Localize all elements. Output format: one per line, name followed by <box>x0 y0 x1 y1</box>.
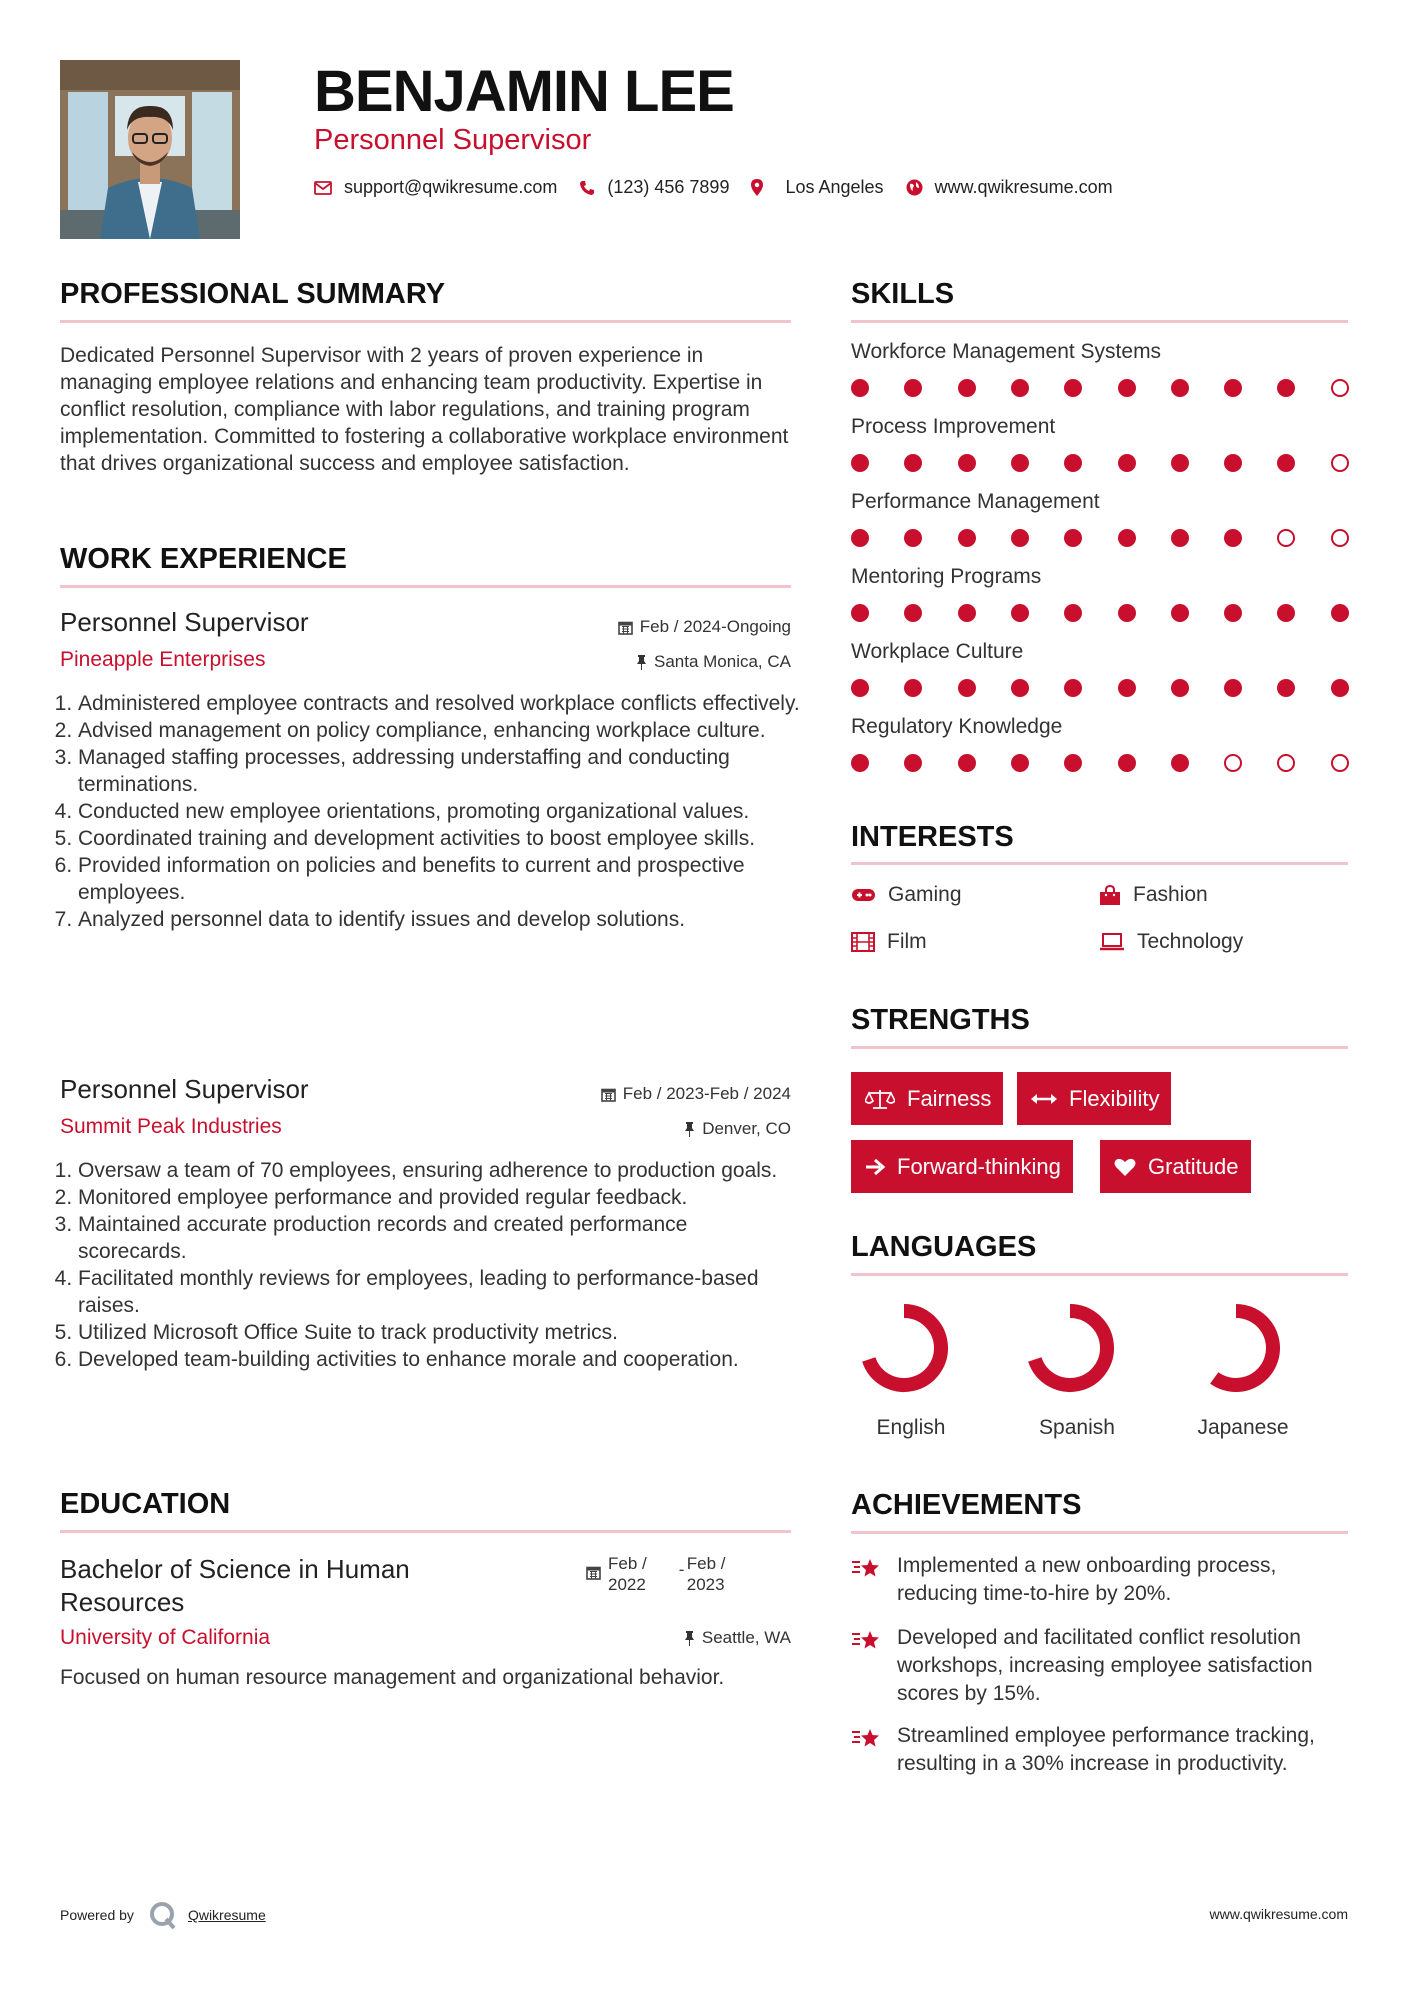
language-label-japanese: Japanese <box>1197 1416 1289 1439</box>
job-location <box>684 1119 791 1139</box>
skill-name: Mentoring Programs <box>851 565 1042 588</box>
job-title: Personnel Supervisor <box>60 1074 309 1104</box>
pin-icon <box>636 655 647 670</box>
skills-divider <box>851 320 1348 323</box>
degree-line-2: Resources <box>60 1587 185 1617</box>
education-divider <box>60 1530 791 1533</box>
skill-rating <box>851 604 1348 624</box>
qwikresume-logo-icon <box>148 1900 178 1930</box>
contact-website[interactable] <box>906 177 1113 198</box>
rating-dot-filled <box>904 754 922 772</box>
shopping-bag-icon <box>1099 885 1121 906</box>
rating-dot-filled <box>851 754 869 772</box>
rating-dot-filled <box>1011 529 1029 547</box>
education-end <box>678 1553 726 1595</box>
rating-dot-filled <box>1224 454 1242 472</box>
envelope-icon <box>314 181 332 195</box>
strength-forward-thinking <box>851 1140 1073 1193</box>
rating-dot-empty <box>1331 529 1349 547</box>
list-item: 3. Maintained accurate production records and created performance scorecards. <box>78 1211 800 1265</box>
end-month: Feb / <box>686 1554 726 1573</box>
rating-dot-filled <box>1224 679 1242 697</box>
rating-dot-filled <box>1118 454 1136 472</box>
skills-heading: SKILLS <box>851 278 955 310</box>
calendar-icon <box>618 620 633 635</box>
job-bullets <box>60 1157 800 1373</box>
job-location-text: Denver, CO <box>702 1119 791 1138</box>
start-year: 2022 <box>608 1575 646 1594</box>
gamepad-icon <box>851 887 876 903</box>
school-name: University of California <box>60 1626 271 1649</box>
rating-dot-empty <box>1331 754 1349 772</box>
experience-divider <box>60 585 791 588</box>
rating-dot-empty <box>1331 379 1349 397</box>
interest-gaming <box>851 883 962 907</box>
interests-heading: INTERESTS <box>851 821 1014 853</box>
list-item: 6. Provided information on policies and benefits to current and prospective employees. <box>78 852 800 906</box>
interest-label: Film <box>887 930 927 953</box>
pin-icon <box>684 1122 695 1137</box>
strength-fairness <box>851 1072 1003 1125</box>
rating-dot-filled <box>1171 604 1189 622</box>
skill-name: Regulatory Knowledge <box>851 715 1063 738</box>
rating-dot-filled <box>1171 454 1189 472</box>
rating-dot-filled <box>1277 379 1295 397</box>
strength-label: Gratitude <box>1148 1153 1239 1179</box>
rating-dot-filled <box>851 379 869 397</box>
phone-icon <box>579 180 595 196</box>
rating-dot-filled <box>958 604 976 622</box>
rating-dot-empty <box>1331 454 1349 472</box>
rating-dot-filled <box>904 604 922 622</box>
achievement-text: Developed and facilitated conflict resolution workshops, increasing employee satisfaction scores by 15%. <box>897 1626 1313 1705</box>
rating-dot-filled <box>1011 679 1029 697</box>
rating-dot-filled <box>904 529 922 547</box>
language-ring-english <box>869 1311 941 1385</box>
rating-dot-filled <box>958 679 976 697</box>
location-text: Los Angeles <box>785 177 884 197</box>
list-item: 2. Monitored employee performance and provided regular feedback. <box>78 1184 800 1211</box>
strengths-divider <box>851 1046 1348 1049</box>
degree-title <box>60 1553 410 1619</box>
heart-icon <box>1114 1157 1136 1177</box>
education-dates <box>586 1553 726 1595</box>
rating-dot-filled <box>1171 529 1189 547</box>
job-location-text: Santa Monica, CA <box>653 652 791 671</box>
rating-dot-empty <box>1224 754 1242 772</box>
end-dash: - <box>678 1560 685 1579</box>
list-item: 5. Coordinated training and development activities to boost employee skills. <box>78 825 800 852</box>
powered-by-text: Powered by <box>60 1907 134 1923</box>
rating-dot-filled <box>904 679 922 697</box>
skill-name: Workplace Culture <box>851 640 1024 663</box>
languages-divider <box>851 1273 1348 1276</box>
achievements-heading: ACHIEVEMENTS <box>851 1489 1082 1521</box>
shooting-star-icon <box>851 1726 883 1752</box>
rating-dot-filled <box>1224 604 1242 622</box>
rating-dot-filled <box>1277 454 1295 472</box>
list-item: 1. Administered employee contracts and resolved workplace conflicts effectively. <box>78 690 800 717</box>
rating-dot-filled <box>851 679 869 697</box>
map-pin-icon <box>751 179 763 196</box>
interests-divider <box>851 862 1348 865</box>
rating-dot-filled <box>958 379 976 397</box>
calendar-icon <box>586 1565 601 1580</box>
rating-dot-filled <box>1011 454 1029 472</box>
skill-name: Process Improvement <box>851 415 1056 438</box>
rating-dot-filled <box>1064 604 1082 622</box>
skill-name: Performance Management <box>851 490 1100 513</box>
job-title: Personnel Supervisor <box>60 607 309 637</box>
job-company: Pineapple Enterprises <box>60 648 266 671</box>
calendar-icon <box>601 1087 616 1102</box>
interest-label: Technology <box>1137 930 1244 953</box>
rating-dot-filled <box>1064 679 1082 697</box>
language-ring-japanese <box>1214 1311 1273 1385</box>
strength-gratitude <box>1100 1140 1251 1193</box>
rating-dot-filled <box>1171 754 1189 772</box>
rating-dot-filled <box>1064 754 1082 772</box>
job-bullets <box>60 690 800 933</box>
language-label-english: English <box>876 1416 946 1439</box>
summary-text: Dedicated Personnel Supervisor with 2 years of proven experience in managing employee relations and enhancing team productivity. Expertise in conflict resolution, compliance with labor regulations, and training program implementation. Committed to fostering a collaborative workplace environment that drives organizational success and employee satisfaction. <box>60 344 789 475</box>
list-item: 2. Advised management on policy compliance, enhancing workplace culture. <box>78 717 800 744</box>
achievement-item <box>851 1722 1361 1778</box>
job-location <box>636 652 791 672</box>
skill-rating <box>851 454 1348 474</box>
pin-icon <box>684 1631 695 1646</box>
rating-dot-filled <box>1171 379 1189 397</box>
laptop-icon <box>1099 933 1125 951</box>
shooting-star-icon <box>851 1628 883 1654</box>
achievement-item <box>851 1624 1361 1708</box>
skill-rating <box>851 379 1348 399</box>
skill-rating <box>851 679 1348 699</box>
rating-dot-filled <box>958 529 976 547</box>
strength-label: Fairness <box>907 1085 992 1111</box>
language-ring-spanish <box>1035 1311 1107 1385</box>
rating-dot-filled <box>1331 604 1349 622</box>
strengths-heading: STRENGTHS <box>851 1004 1030 1036</box>
shooting-star-icon <box>851 1556 883 1582</box>
strength-label: Forward-thinking <box>897 1153 1061 1179</box>
interest-technology <box>1099 930 1243 954</box>
arrows-horizontal-icon <box>1031 1092 1057 1106</box>
website-text: www.qwikresume.com <box>934 177 1113 197</box>
list-item: 4. Conducted new employee orientations, promoting organizational values. <box>78 798 800 825</box>
start-month: Feb / <box>608 1554 647 1573</box>
rating-dot-filled <box>1118 529 1136 547</box>
end-year: 2023 <box>686 1575 725 1594</box>
rating-dot-filled <box>1064 529 1082 547</box>
contact-location <box>751 177 883 198</box>
email-text: support@qwikresume.com <box>344 177 558 197</box>
interest-film <box>851 930 927 954</box>
footer-website[interactable]: www.qwikresume.com <box>1209 1906 1348 1922</box>
rating-dot-filled <box>1011 379 1029 397</box>
summary-divider <box>60 320 791 323</box>
list-item: 1. Oversaw a team of 70 employees, ensuring adherence to production goals. <box>78 1157 800 1184</box>
skill-rating <box>851 529 1348 549</box>
degree-line-1: Bachelor of Science in Human <box>60 1554 410 1584</box>
rating-dot-filled <box>904 454 922 472</box>
rating-dot-filled <box>904 379 922 397</box>
candidate-role: Personnel Supervisor <box>314 124 592 156</box>
rating-dot-filled <box>1224 529 1242 547</box>
languages-heading: LANGUAGES <box>851 1231 1037 1263</box>
skill-name: Workforce Management Systems <box>851 340 1162 363</box>
list-item: 5. Utilized Microsoft Office Suite to track productivity metrics. <box>78 1319 800 1346</box>
rating-dot-filled <box>1011 604 1029 622</box>
education-location <box>684 1628 791 1648</box>
achievements-divider <box>851 1531 1348 1534</box>
interest-fashion <box>1099 883 1208 907</box>
strength-label: Flexibility <box>1069 1085 1160 1111</box>
rating-dot-filled <box>1331 679 1349 697</box>
rating-dot-filled <box>851 454 869 472</box>
rating-dot-filled <box>1118 379 1136 397</box>
globe-icon <box>906 179 923 196</box>
contact-bar <box>314 177 1135 198</box>
education-heading: EDUCATION <box>60 1488 231 1520</box>
achievement-text: Implemented a new onboarding process, reducing time-to-hire by 20%. <box>897 1554 1277 1605</box>
education-location-text: Seattle, WA <box>701 1628 791 1647</box>
contact-email[interactable] <box>314 177 557 198</box>
job-dates-text: Feb / 2023-Feb / 2024 <box>622 1084 791 1103</box>
interest-label: Gaming <box>888 883 962 906</box>
balance-scale-icon <box>865 1088 895 1110</box>
skill-rating <box>851 754 1348 774</box>
experience-heading: WORK EXPERIENCE <box>60 543 347 575</box>
rating-dot-filled <box>1118 604 1136 622</box>
profile-photo <box>60 60 240 239</box>
interest-label: Fashion <box>1133 883 1208 906</box>
achievement-text: Streamlined employee performance tracking, resulting in a 30% increase in productivity. <box>897 1724 1315 1775</box>
rating-dot-filled <box>1118 754 1136 772</box>
job-company: Summit Peak Industries <box>60 1115 282 1138</box>
rating-dot-filled <box>1064 454 1082 472</box>
rating-dot-filled <box>1224 379 1242 397</box>
rating-dot-filled <box>1277 679 1295 697</box>
job-dates-text: Feb / 2024-Ongoing <box>639 617 791 636</box>
phone-text: (123) 456 7899 <box>607 177 730 197</box>
rating-dot-filled <box>1064 379 1082 397</box>
rating-dot-empty <box>1277 529 1295 547</box>
strength-flexibility <box>1017 1072 1171 1125</box>
language-label-spanish: Spanish <box>1039 1416 1115 1439</box>
rating-dot-filled <box>851 604 869 622</box>
list-item: 6. Developed team-building activities to enhance morale and cooperation. <box>78 1346 800 1373</box>
rating-dot-filled <box>1277 604 1295 622</box>
rating-dot-filled <box>1118 679 1136 697</box>
footer-powered-by <box>60 1900 266 1930</box>
rating-dot-filled <box>851 529 869 547</box>
language-rings <box>851 1298 1348 1408</box>
list-item: 7. Analyzed personnel data to identify issues and develop solutions. <box>78 906 800 933</box>
rating-dot-empty <box>1277 754 1295 772</box>
brand-link[interactable]: Qwikresume <box>187 1907 266 1923</box>
rating-dot-filled <box>958 454 976 472</box>
achievement-item <box>851 1552 1361 1608</box>
job-dates <box>601 1084 791 1104</box>
list-item: 4. Facilitated monthly reviews for employees, leading to performance-based raises. <box>78 1265 800 1319</box>
education-start <box>608 1553 647 1595</box>
education-description: Focused on human resource management and organizational behavior. <box>60 1666 725 1689</box>
rating-dot-filled <box>1171 679 1189 697</box>
list-item: 3. Managed staffing processes, addressing understaffing and conducting terminations. <box>78 744 800 798</box>
candidate-name: BENJAMIN LEE <box>314 59 734 124</box>
rating-dot-filled <box>958 754 976 772</box>
summary-heading: PROFESSIONAL SUMMARY <box>60 278 446 310</box>
job-dates <box>618 617 791 637</box>
contact-phone[interactable] <box>579 177 729 198</box>
rating-dot-filled <box>1011 754 1029 772</box>
film-icon <box>851 932 875 952</box>
arrow-right-icon <box>865 1158 885 1176</box>
